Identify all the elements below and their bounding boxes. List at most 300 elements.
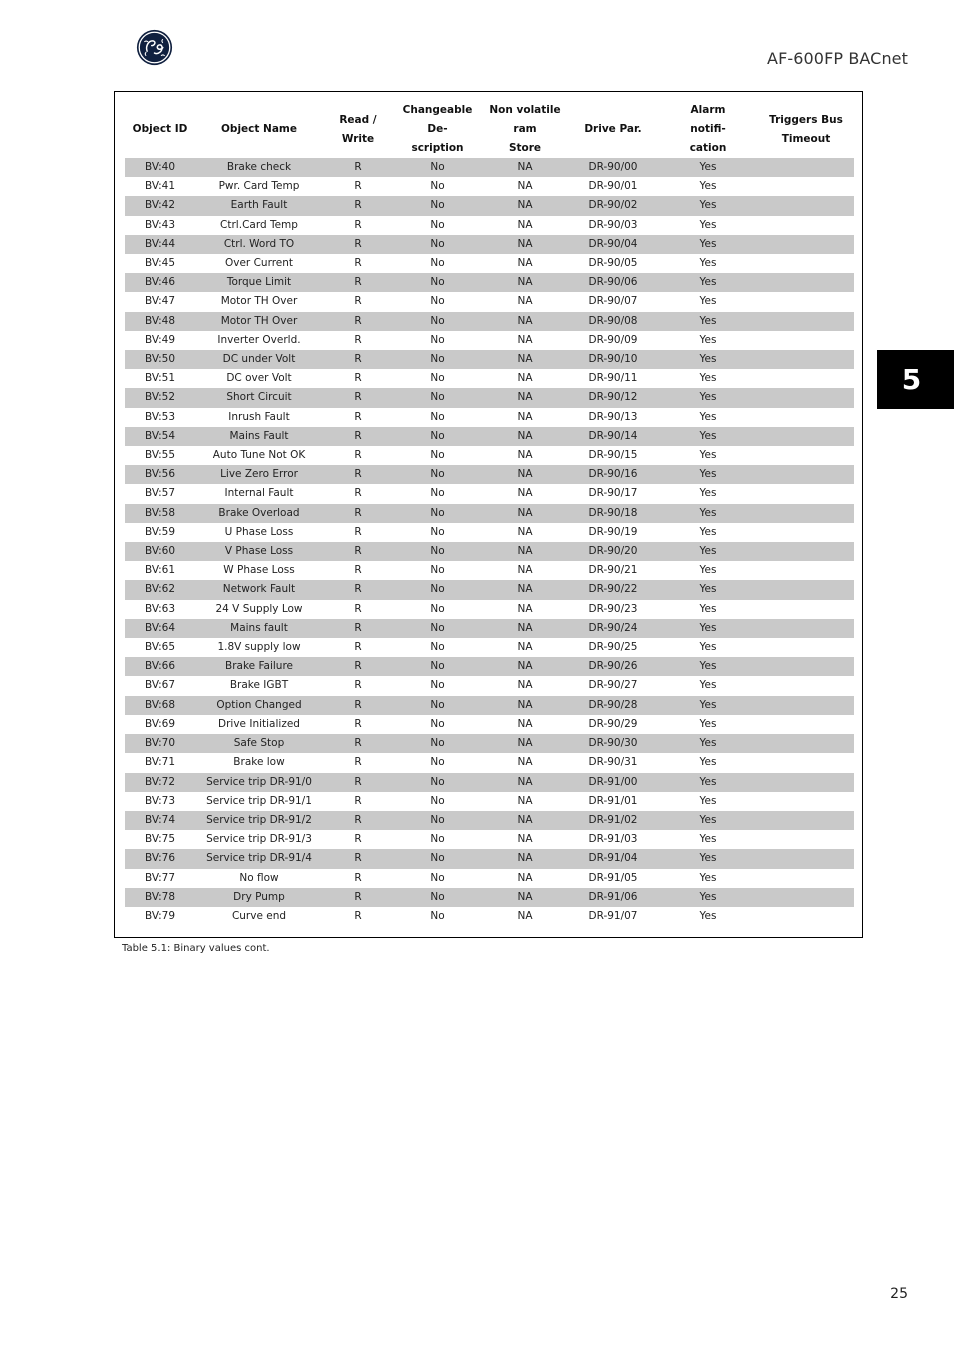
table-cell: 24 V Supply Low [215, 602, 303, 615]
table-cell: DR-90/12 [568, 388, 658, 407]
table-cell: BV:73 [144, 794, 176, 807]
table-cell: Service trip DR-91/3 [206, 833, 312, 846]
table-cell: Yes [658, 504, 758, 523]
table-cell: DC under Volt [195, 350, 323, 369]
column-header: Read / Write [339, 113, 377, 145]
table-cell: R [354, 679, 362, 692]
table-cell: Yes [699, 333, 717, 346]
table-cell: Yes [699, 564, 717, 577]
table-cell: R [354, 487, 362, 500]
table-cell: DR-91/06 [568, 888, 658, 907]
table-cell: No [430, 180, 445, 193]
table-cell: BV:42 [125, 196, 195, 215]
table-cell: Torque Limit [195, 273, 323, 292]
column-header: Object ID [132, 123, 188, 135]
table-cell: Yes [699, 794, 717, 807]
table-cell: BV:47 [144, 295, 176, 308]
table-cell: No [430, 372, 445, 385]
table-cell: DR-90/01 [588, 180, 638, 193]
table-cell [758, 465, 854, 484]
table-cell [758, 811, 854, 830]
table-cell: Brake low [233, 756, 285, 769]
table-row [125, 465, 854, 484]
table-cell: DR-91/01 [588, 794, 638, 807]
table-cell: NA [482, 196, 568, 215]
table-cell: No [430, 295, 445, 308]
table-cell: R [323, 388, 393, 407]
table-row [125, 734, 854, 753]
table-cell: R [354, 333, 362, 346]
table-cell: Service trip DR-91/4 [195, 849, 323, 868]
table-cell [758, 542, 854, 561]
table-cell [758, 331, 854, 350]
table-cell: BV:75 [144, 833, 176, 846]
table-cell: DR-90/28 [568, 696, 658, 715]
table-cell: W Phase Loss [223, 564, 295, 577]
table-cell: R [354, 602, 362, 615]
table-cell: NA [517, 794, 533, 807]
table-cell: Short Circuit [195, 388, 323, 407]
table-cell: NA [517, 602, 533, 615]
table-cell: Yes [699, 602, 717, 615]
table-cell: BV:57 [144, 487, 176, 500]
table-cell [758, 830, 854, 849]
table-cell: No [430, 257, 445, 270]
table-cell: Inverter Overld. [217, 333, 301, 346]
table-cell: DR-90/00 [568, 158, 658, 177]
table-cell: DR-90/08 [568, 312, 658, 331]
table-cell: Yes [699, 756, 717, 769]
table-cell: Pwr. Card Temp [218, 180, 300, 193]
table-cell: No [393, 235, 482, 254]
binary-values-table [125, 101, 854, 926]
table-cell: BV:43 [144, 218, 176, 231]
binary-values-table-frame [114, 91, 863, 938]
table-cell: 1.8V supply low [217, 641, 301, 654]
table-cell: Yes [699, 410, 717, 423]
table-cell: DR-90/13 [588, 410, 638, 423]
table-cell: No [430, 449, 445, 462]
table-cell: BV:40 [125, 158, 195, 177]
table-cell: R [354, 295, 362, 308]
table-cell: NA [482, 773, 568, 792]
table-cell: BV:50 [125, 350, 195, 369]
table-cell: Yes [658, 619, 758, 638]
column-header: Drive Par. [584, 123, 642, 135]
table-cell: Yes [658, 580, 758, 599]
table-cell: BV:51 [144, 372, 176, 385]
table-cell: Inrush Fault [228, 410, 290, 423]
table-cell [758, 676, 854, 695]
table-cell: Yes [699, 372, 717, 385]
table-cell: DR-90/11 [588, 372, 638, 385]
table-cell: BV:68 [125, 696, 195, 715]
table-cell: No [430, 833, 445, 846]
table-cell: R [323, 196, 393, 215]
table-row [125, 792, 854, 811]
table-cell [758, 369, 854, 388]
table-cell: Yes [699, 180, 717, 193]
table-cell: DR-91/07 [588, 909, 638, 922]
table-row [125, 446, 854, 465]
table-cell: NA [517, 525, 533, 538]
table-cell: R [323, 696, 393, 715]
table-cell: Motor TH Over [220, 295, 298, 308]
table-cell: NA [482, 388, 568, 407]
table-cell: No [393, 504, 482, 523]
table-cell: Motor TH Over [195, 312, 323, 331]
table-cell: DR-90/21 [588, 564, 638, 577]
table-cell: DR-90/17 [588, 487, 638, 500]
table-row [125, 216, 854, 235]
table-cell: NA [517, 717, 533, 730]
table-cell: BV:65 [144, 641, 176, 654]
table-cell: Yes [658, 388, 758, 407]
table-cell: No [393, 158, 482, 177]
table-cell: BV:61 [144, 564, 176, 577]
column-header: Triggers Bus Timeout [769, 113, 843, 145]
table-cell: DR-91/04 [568, 849, 658, 868]
table-cell: R [354, 641, 362, 654]
table-cell: Yes [699, 641, 717, 654]
table-cell [758, 254, 854, 273]
table-cell [758, 312, 854, 331]
table-cell [758, 869, 854, 888]
table-cell: BV:76 [125, 849, 195, 868]
table-row [125, 638, 854, 657]
table-cell: Safe Stop [195, 734, 323, 753]
table-cell [758, 446, 854, 465]
table-cell: BV:71 [144, 756, 176, 769]
table-cell: Yes [699, 871, 717, 884]
table-cell: NA [482, 350, 568, 369]
table-cell: NA [517, 449, 533, 462]
table-cell: No [430, 218, 445, 231]
table-cell: Ctrl. Word TO [195, 235, 323, 254]
table-cell [758, 753, 854, 772]
table-row [125, 158, 854, 177]
table-cell: Service trip DR-91/1 [206, 794, 312, 807]
table-cell: Yes [658, 849, 758, 868]
table-cell: Brake Overload [195, 504, 323, 523]
table-cell: Yes [658, 158, 758, 177]
table-cell: Mains Fault [195, 427, 323, 446]
table-cell: DR-90/07 [588, 295, 638, 308]
table-cell: Internal Fault [224, 487, 294, 500]
table-cell: V Phase Loss [195, 542, 323, 561]
table-cell [758, 888, 854, 907]
table-cell: DR-90/23 [588, 602, 638, 615]
table-cell: R [323, 542, 393, 561]
table-cell: Live Zero Error [195, 465, 323, 484]
table-cell: Over Current [224, 257, 294, 270]
table-cell: BV:67 [144, 679, 176, 692]
table-cell: DR-90/18 [568, 504, 658, 523]
table-cell: NA [517, 641, 533, 654]
table-cell [758, 388, 854, 407]
table-row [125, 753, 854, 772]
table-cell: R [323, 773, 393, 792]
column-header: Object Name [221, 123, 297, 135]
document-title: AF-600FP BACnet [767, 49, 908, 68]
table-row [125, 484, 854, 503]
table-cell: No [393, 849, 482, 868]
table-cell: NA [482, 158, 568, 177]
table-cell: Brake IGBT [229, 679, 289, 692]
table-cell: Brake Failure [195, 657, 323, 676]
table-cell: BV:62 [125, 580, 195, 599]
table-cell [758, 600, 854, 619]
table-cell: DR-90/19 [588, 525, 638, 538]
table-cell: BV:59 [144, 525, 176, 538]
table-cell: DR-91/03 [588, 833, 638, 846]
chapter-tab: 5 [877, 350, 954, 409]
table-cell: R [354, 756, 362, 769]
table-cell: Yes [658, 235, 758, 254]
table-cell [758, 792, 854, 811]
table-cell: Service trip DR-91/0 [195, 773, 323, 792]
table-cell: NA [482, 696, 568, 715]
table-cell: No [430, 909, 445, 922]
table-cell: R [354, 794, 362, 807]
table-cell: R [323, 734, 393, 753]
table-cell: DR-90/29 [588, 717, 638, 730]
table-cell: NA [517, 218, 533, 231]
table-cell: No [393, 657, 482, 676]
table-cell: NA [517, 564, 533, 577]
table-row [125, 888, 854, 907]
table-cell: No [393, 734, 482, 753]
table-cell: No [393, 888, 482, 907]
table-cell: R [354, 257, 362, 270]
table-cell: Brake check [195, 158, 323, 177]
table-cell: NA [482, 580, 568, 599]
table-cell: DR-90/04 [568, 235, 658, 254]
table-row [125, 427, 854, 446]
table-cell: DR-90/14 [568, 427, 658, 446]
table-cell: R [354, 372, 362, 385]
table-cell: DR-90/27 [588, 679, 638, 692]
table-cell: BV:52 [125, 388, 195, 407]
table-cell: BV:41 [144, 180, 176, 193]
table-cell: Mains fault [195, 619, 323, 638]
table-row [125, 696, 854, 715]
table-cell: DR-90/26 [568, 657, 658, 676]
table-row [125, 504, 854, 523]
table-cell [758, 580, 854, 599]
table-cell: Yes [658, 312, 758, 331]
table-cell: NA [517, 909, 533, 922]
table-cell: NA [482, 734, 568, 753]
table-cell: BV:72 [125, 773, 195, 792]
table-cell: DR-90/30 [568, 734, 658, 753]
table-cell: Yes [699, 218, 717, 231]
ge-logo-icon [136, 29, 173, 66]
table-cell: No [393, 196, 482, 215]
table-row [125, 331, 854, 350]
table-cell: DR-90/22 [568, 580, 658, 599]
table-cell: Yes [658, 734, 758, 753]
table-cell: R [354, 525, 362, 538]
table-cell: BV:49 [144, 333, 176, 346]
table-cell: R [354, 909, 362, 922]
table-cell: BV:58 [125, 504, 195, 523]
table-cell [758, 619, 854, 638]
table-cell: Yes [658, 427, 758, 446]
column-header: Changeable De- scription [402, 104, 473, 154]
table-body [125, 158, 854, 926]
table-cell [758, 427, 854, 446]
table-cell: No [430, 602, 445, 615]
table-cell: No [393, 465, 482, 484]
table-row [125, 811, 854, 830]
table-cell: BV:77 [144, 871, 176, 884]
table-cell: Option Changed [195, 696, 323, 715]
table-cell [758, 907, 854, 926]
table-row [125, 869, 854, 888]
table-row [125, 350, 854, 369]
table-cell: Curve end [231, 909, 287, 922]
table-cell: No [393, 273, 482, 292]
table-cell: NA [482, 273, 568, 292]
table-row [125, 408, 854, 427]
table-row [125, 273, 854, 292]
table-cell: Dry Pump [195, 888, 323, 907]
table-row [125, 676, 854, 695]
table-cell: Yes [658, 888, 758, 907]
table-cell [758, 292, 854, 311]
table-cell: NA [517, 410, 533, 423]
table-row [125, 849, 854, 868]
table-cell: NA [517, 756, 533, 769]
table-cell: R [323, 504, 393, 523]
table-cell [758, 523, 854, 542]
table-cell: BV:60 [125, 542, 195, 561]
table-cell [758, 216, 854, 235]
table-cell: No [430, 717, 445, 730]
table-cell: No [430, 410, 445, 423]
table-cell: R [323, 888, 393, 907]
table-cell: No [393, 542, 482, 561]
table-row [125, 196, 854, 215]
table-cell: DR-90/15 [588, 449, 638, 462]
table-cell: NA [517, 833, 533, 846]
table-row [125, 542, 854, 561]
table-cell: BV:70 [125, 734, 195, 753]
table-cell: Yes [658, 273, 758, 292]
table-cell: R [323, 465, 393, 484]
table-cell: DR-90/10 [568, 350, 658, 369]
table-cell: Network Fault [195, 580, 323, 599]
table-cell: BV:44 [125, 235, 195, 254]
table-cell: No [393, 580, 482, 599]
table-cell: NA [517, 679, 533, 692]
table-cell: Yes [658, 350, 758, 369]
table-cell [758, 849, 854, 868]
table-cell: DR-90/25 [588, 641, 638, 654]
table-row [125, 561, 854, 580]
table-cell: Yes [699, 717, 717, 730]
table-cell: No [393, 811, 482, 830]
table-cell: Service trip DR-91/2 [195, 811, 323, 830]
table-header-row [125, 101, 854, 158]
table-row [125, 254, 854, 273]
table-cell [758, 638, 854, 657]
table-row [125, 312, 854, 331]
table-cell: BV:66 [125, 657, 195, 676]
table-cell: No [430, 333, 445, 346]
table-cell: BV:63 [144, 602, 176, 615]
table-cell: BV:45 [144, 257, 176, 270]
table-cell: Auto Tune Not OK [212, 449, 306, 462]
table-row [125, 292, 854, 311]
table-cell: BV:64 [125, 619, 195, 638]
table-cell: BV:46 [125, 273, 195, 292]
table-cell: R [323, 273, 393, 292]
column-header: Alarm notifi- cation [689, 104, 727, 154]
table-cell: DR-91/05 [588, 871, 638, 884]
table-cell [758, 350, 854, 369]
table-cell: NA [482, 427, 568, 446]
table-cell: No [393, 388, 482, 407]
table-cell: Yes [658, 773, 758, 792]
table-cell: No [430, 525, 445, 538]
table-cell: DR-90/16 [568, 465, 658, 484]
table-cell: Yes [658, 542, 758, 561]
table-cell: R [323, 657, 393, 676]
table-cell: Yes [699, 525, 717, 538]
table-cell: NA [482, 619, 568, 638]
table-row [125, 369, 854, 388]
table-cell: R [354, 871, 362, 884]
table-cell: DR-91/02 [568, 811, 658, 830]
table-cell: R [323, 312, 393, 331]
table-cell: No [393, 773, 482, 792]
table-cell: BV:55 [144, 449, 176, 462]
table-cell [758, 408, 854, 427]
table-cell: DR-90/02 [568, 196, 658, 215]
table-cell: Earth Fault [195, 196, 323, 215]
table-cell: Yes [699, 909, 717, 922]
table-cell [758, 657, 854, 676]
table-cell: NA [517, 372, 533, 385]
table-cell: R [323, 158, 393, 177]
table-cell: R [323, 849, 393, 868]
table-cell: BV:56 [125, 465, 195, 484]
table-cell: Yes [658, 196, 758, 215]
table-cell: No [430, 679, 445, 692]
table-cell: NA [482, 312, 568, 331]
table-cell: R [323, 235, 393, 254]
table-cell: Yes [658, 465, 758, 484]
table-cell: NA [482, 465, 568, 484]
table-cell [758, 696, 854, 715]
table-row [125, 619, 854, 638]
table-cell: NA [482, 504, 568, 523]
table-cell: R [323, 619, 393, 638]
table-cell: DR-90/09 [588, 333, 638, 346]
table-cell: DR-90/06 [568, 273, 658, 292]
table-row [125, 177, 854, 196]
table-cell [758, 158, 854, 177]
table-cell: DC over Volt [226, 372, 292, 385]
table-cell: BV:48 [125, 312, 195, 331]
column-header: Non volatile ram Store [489, 104, 561, 154]
table-cell [758, 561, 854, 580]
table-row [125, 773, 854, 792]
table-cell: BV:79 [144, 909, 176, 922]
table-cell: R [354, 218, 362, 231]
